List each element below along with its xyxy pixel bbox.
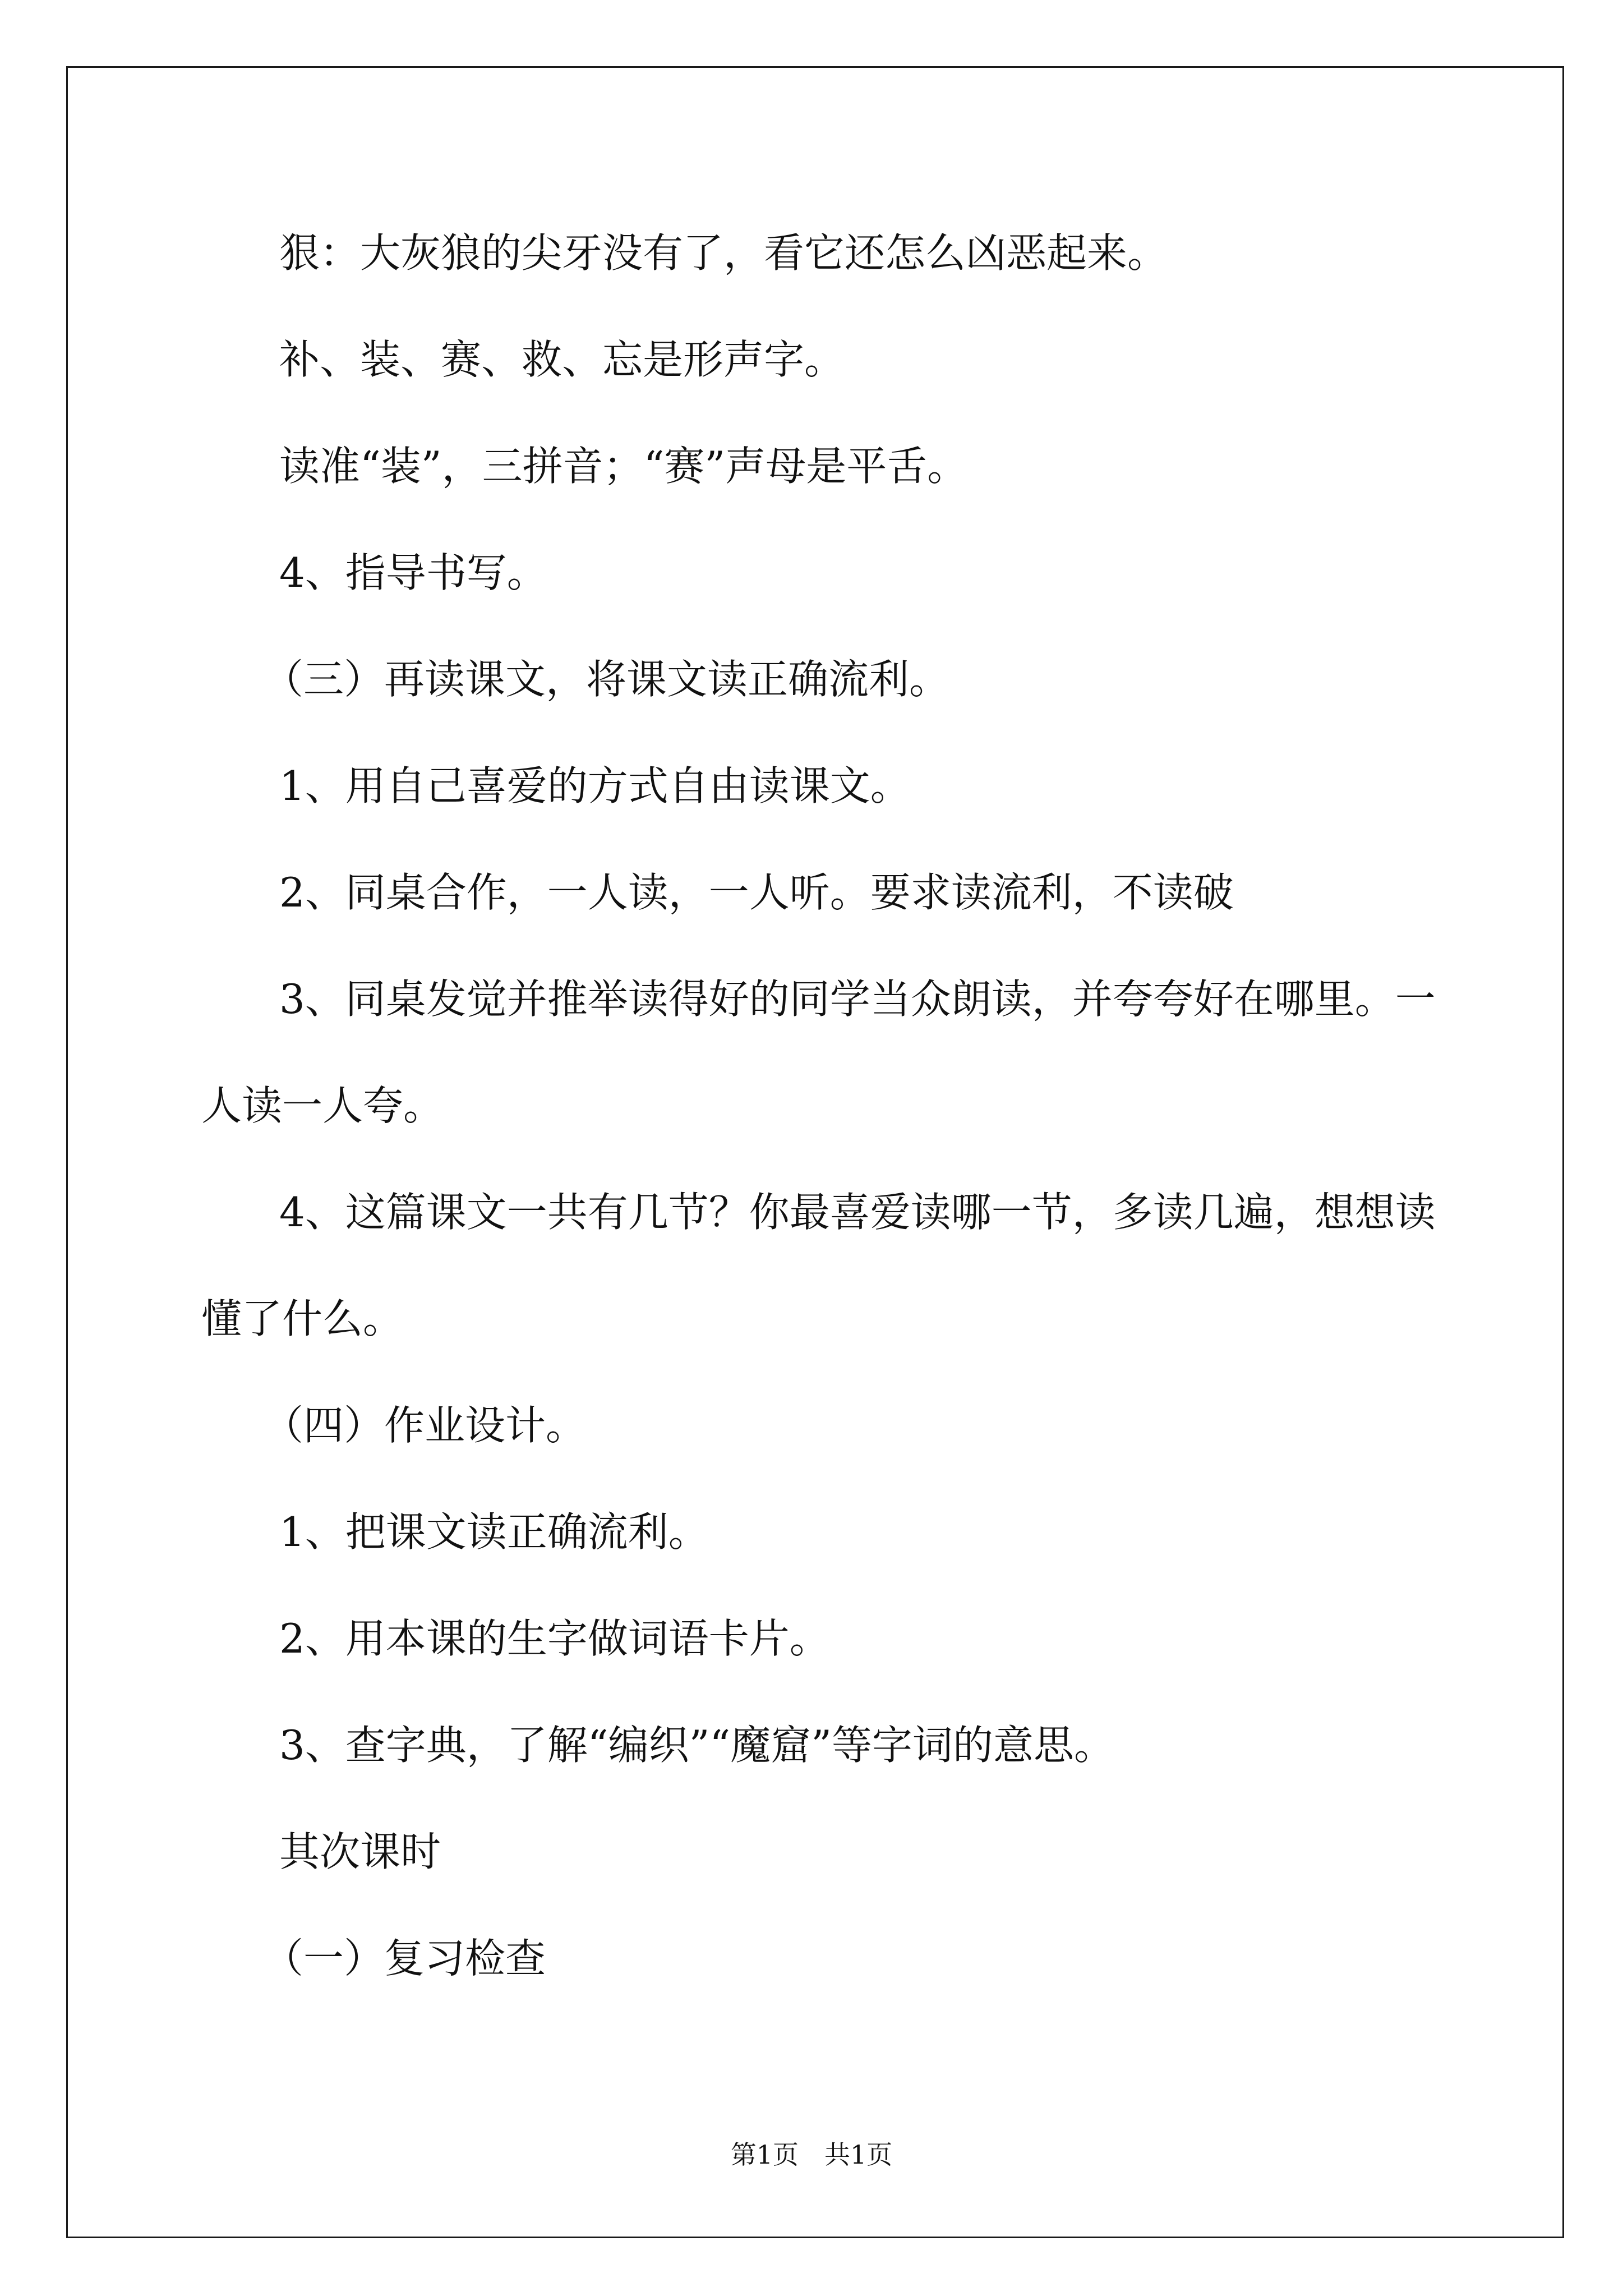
text-line: 其次课时 [279, 1828, 441, 1875]
paragraph [201, 413, 1508, 519]
lesson-heading [201, 1798, 1508, 1905]
paragraph [201, 200, 1508, 306]
page-footer [0, 2135, 1623, 2174]
paragraph [201, 1479, 1508, 1585]
text-line: 人读一人夸。 [201, 1082, 444, 1129]
paragraph [201, 1692, 1508, 1798]
paragraph [201, 519, 1508, 626]
text-line: （一）复习检查 [263, 1935, 546, 1982]
text-line: 2、同桌合作，一人读，一人听。要求读流利，不读破 [279, 869, 1234, 916]
text-line: 1、用自己喜爱的方式自由读课文。 [279, 762, 911, 809]
text-line: 3、同桌发觉并推举读得好的同学当众朗读，并夸夸好在哪里。一 [279, 976, 1436, 1023]
text-line: 4、指导书写。 [279, 549, 547, 596]
text-line: （三）再读课文，将课文读正确流利。 [263, 656, 950, 703]
section-heading [201, 1905, 1508, 2012]
section-heading [201, 1372, 1508, 1479]
text-line: 4、这篇课文一共有几节？你最喜爱读哪一节，多读几遍，想想读 [279, 1189, 1436, 1236]
page-number-label: 第1页 共1页 [730, 2139, 893, 2170]
paragraph [201, 1159, 1508, 1372]
paragraph [201, 733, 1508, 839]
paragraph [201, 946, 1508, 1159]
text-line: 3、查字典，了解“编织”“魔窟”等字词的意思。 [279, 1722, 1115, 1769]
paragraph [201, 306, 1508, 413]
paragraph [201, 1585, 1508, 1692]
text-line: 读准“装”，三拼音；“赛”声母是平舌。 [279, 443, 968, 490]
text-line: 狠：大灰狼的尖牙没有了，看它还怎么凶恶起来。 [279, 229, 1168, 277]
paragraph [201, 839, 1508, 946]
text-line: 懂了什么。 [201, 1295, 404, 1342]
text-line: 1、把课文读正确流利。 [279, 1508, 709, 1556]
text-line: （四）作业设计。 [263, 1402, 587, 1449]
text-line: 补、装、赛、救、忘是形声字。 [279, 336, 845, 383]
text-line: 2、用本课的生字做词语卡片。 [279, 1615, 830, 1662]
document-body [201, 200, 1508, 2012]
section-heading [201, 626, 1508, 733]
